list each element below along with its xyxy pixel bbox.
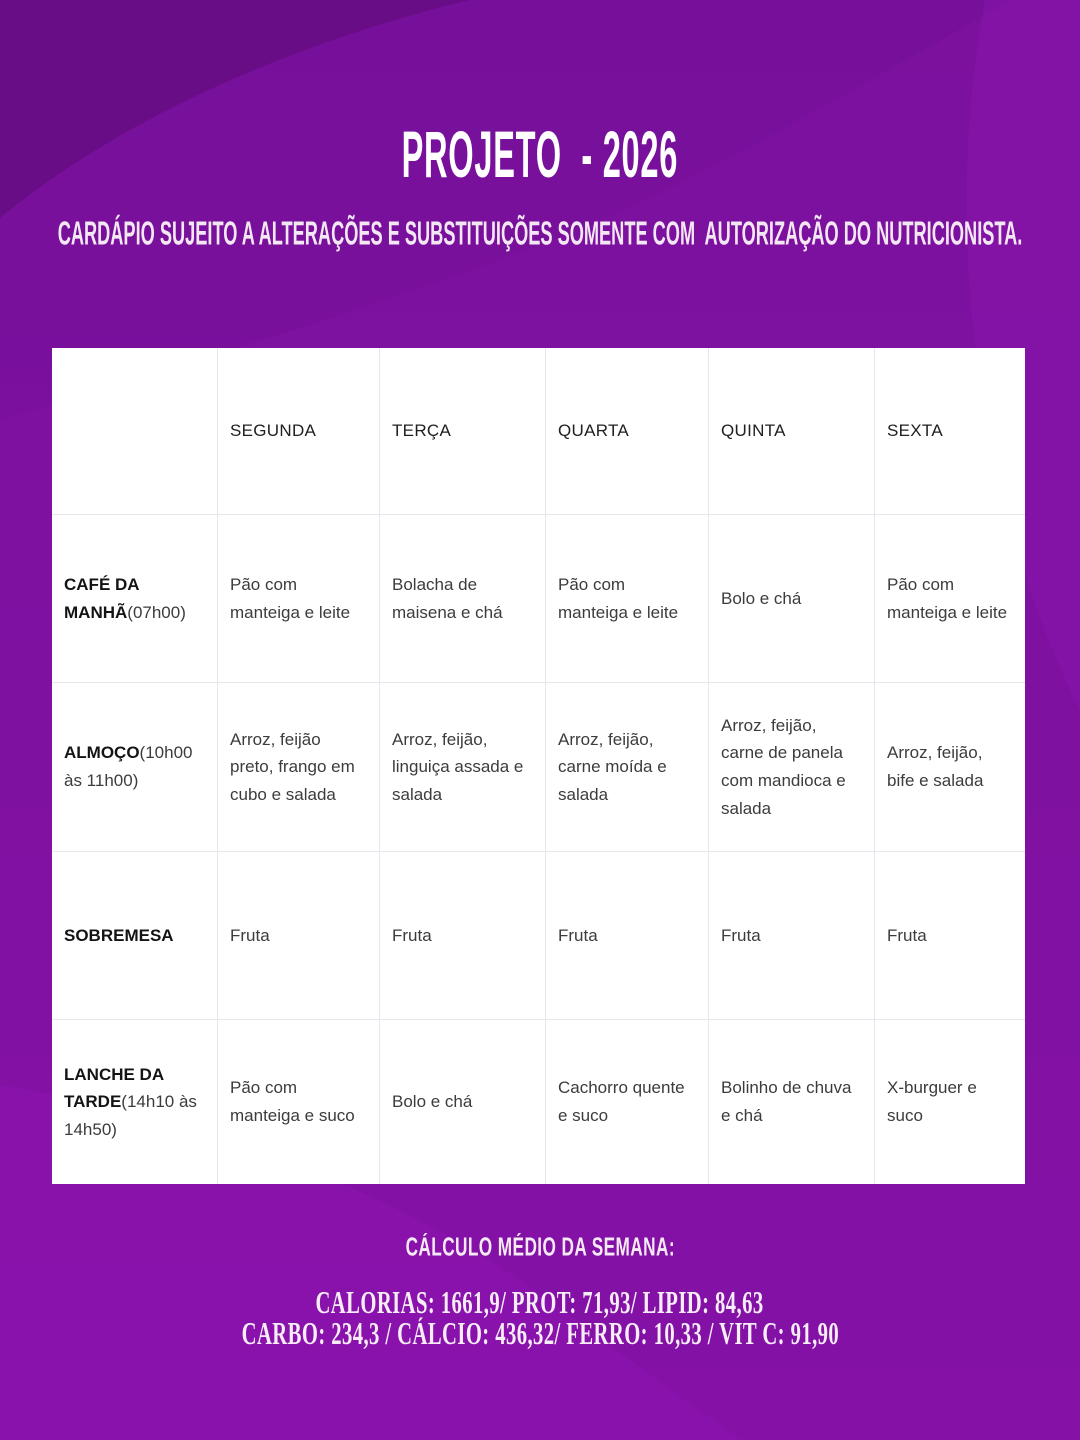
menu-cell-lanche-sexta: X-burguer e suco xyxy=(875,1020,1025,1184)
column-header-quinta: QUINTA xyxy=(709,348,874,514)
row-label-cafe-da-manha xyxy=(52,515,217,682)
stats-line-2: CARBO: 234,3 / CÁLCIO: 436,32/ FERRO: 10,33 / VIT C: 91,90 xyxy=(241,1317,839,1352)
table-corner-cell xyxy=(52,348,217,514)
menu-cell-almoco-quinta: Arroz, feijão, carne de panela com mandioca e salada xyxy=(709,683,874,851)
column-header-terca: TERÇA xyxy=(380,348,545,514)
page-subtitle: CARDÁPIO SUJEITO A ALTERAÇÕES E SUBSTITUIÇÕES SOMENTE COM AUTORIZAÇÃO DO NUTRICIONISTA. xyxy=(57,213,1023,252)
menu-cell-cafe-terca: Bolacha de maisena e chá xyxy=(380,515,545,682)
subtitle-row xyxy=(0,202,1080,264)
calc-heading-row xyxy=(0,1222,1080,1274)
menu-cell-lanche-terca: Bolo e chá xyxy=(380,1020,545,1184)
column-header-segunda: SEGUNDA xyxy=(218,348,379,514)
column-header-sexta: SEXTA xyxy=(875,348,1025,514)
menu-cell-cafe-segunda: Pão com manteiga e leite xyxy=(218,515,379,682)
menu-cell-sobremesa-quarta: Fruta xyxy=(546,852,708,1019)
menu-cell-cafe-quinta: Bolo e chá xyxy=(709,515,874,682)
meal-time: (10h00 às 11h00) xyxy=(64,743,193,790)
menu-table xyxy=(52,348,1025,1184)
menu-cell-sobremesa-quinta: Fruta xyxy=(709,852,874,1019)
menu-cell-almoco-segunda: Arroz, feijão preto, frango em cubo e salada xyxy=(218,683,379,851)
menu-cell-sobremesa-segunda: Fruta xyxy=(218,852,379,1019)
menu-cell-lanche-quarta: Cachorro quente e suco xyxy=(546,1020,708,1184)
title-row xyxy=(0,118,1080,194)
meal-name: SOBREMESA xyxy=(64,925,174,945)
menu-cell-almoco-sexta: Arroz, feijão, bife e salada xyxy=(875,683,1025,851)
row-label-sobremesa xyxy=(52,852,217,1019)
row-label-almoco xyxy=(52,683,217,851)
menu-cell-lanche-segunda: Pão com manteiga e suco xyxy=(218,1020,379,1184)
meal-name: LANCHE DA TARDE xyxy=(64,1064,164,1112)
menu-cell-almoco-quarta: Arroz, feijão, carne moída e salada xyxy=(546,683,708,851)
row-label-lanche-da-tarde xyxy=(52,1020,217,1184)
meal-name: CAFÉ DA MANHÃ xyxy=(64,574,139,622)
menu-cell-lanche-quinta: Bolinho de chuva e chá xyxy=(709,1020,874,1184)
menu-cell-cafe-sexta: Pão com manteiga e leite xyxy=(875,515,1025,682)
stats-line-1: CALORIAS: 1661,9/ PROT: 71,93/ LIPID: 84,63 xyxy=(315,1286,765,1321)
page-title: PROJETO - 2026 xyxy=(401,118,679,192)
meal-time: (14h10 às 14h50) xyxy=(64,1092,197,1139)
calc-heading: CÁLCULO MÉDIO DA SEMANA: xyxy=(405,1233,675,1262)
menu-cell-almoco-terca: Arroz, feijão, linguiça assada e salada xyxy=(380,683,545,851)
stats-row-2 xyxy=(0,1317,1080,1352)
meal-name: ALMOÇO xyxy=(64,743,140,763)
menu-cell-sobremesa-sexta: Fruta xyxy=(875,852,1025,1019)
column-header-quarta: QUARTA xyxy=(546,348,708,514)
menu-cell-cafe-quarta: Pão com manteiga e leite xyxy=(546,515,708,682)
stats-row-1 xyxy=(0,1286,1080,1321)
menu-cell-sobremesa-terca: Fruta xyxy=(380,852,545,1019)
meal-time: (07h00) xyxy=(127,602,186,622)
